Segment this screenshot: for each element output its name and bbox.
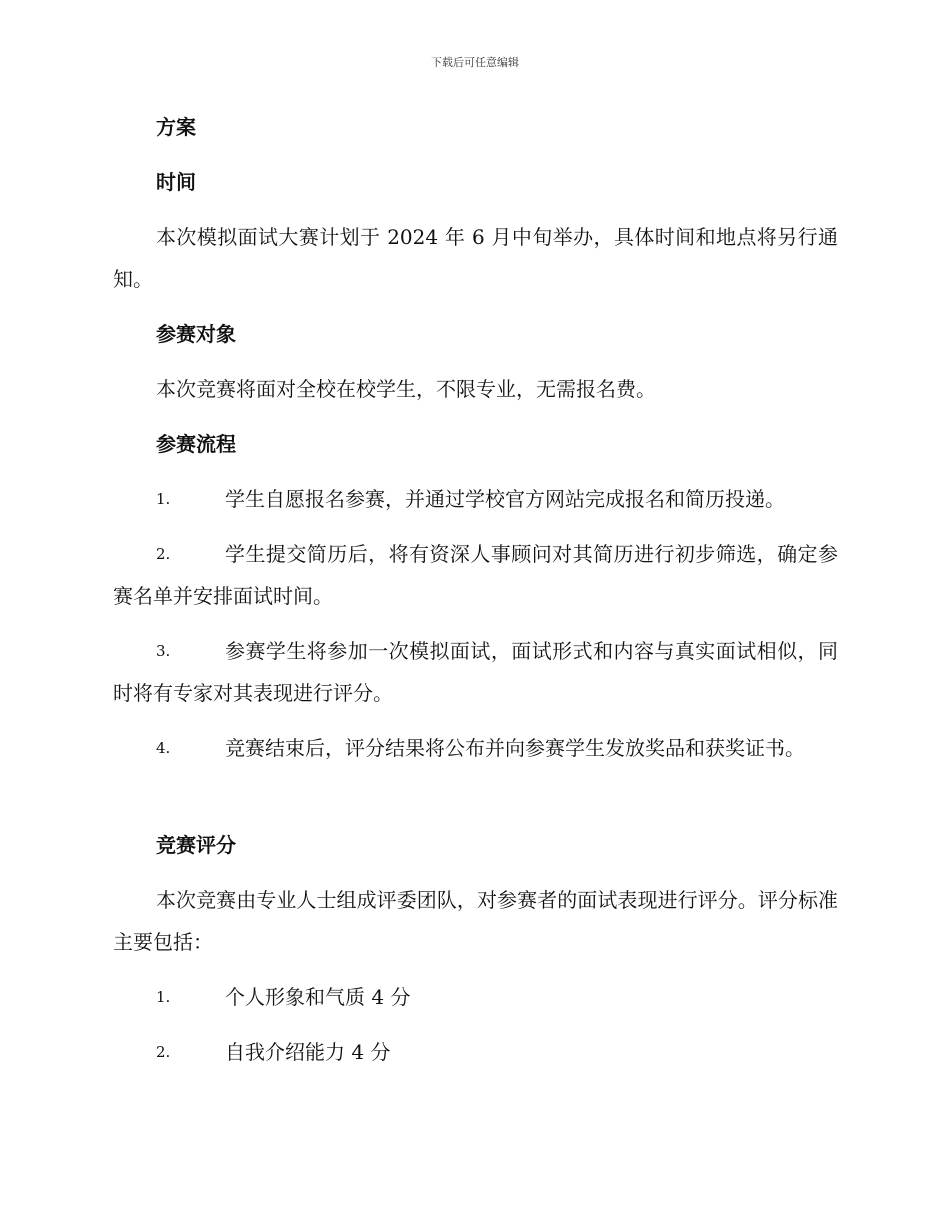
process-item-number: 2. [156, 545, 171, 563]
page-header-note: 下载后可任意编辑 [431, 56, 519, 69]
paragraph-target: 本次竞赛将面对全校在校学生，不限专业，无需报名费。 [156, 377, 656, 401]
scoring-item-number: 2. [156, 1043, 171, 1061]
scoring-item-text: 自我介绍能力 4 分 [225, 1040, 391, 1064]
heading-process: 参赛流程 [156, 432, 236, 456]
scoring-item-text: 个人形象和气质 4 分 [225, 985, 411, 1009]
process-item-text: 竞赛结束后，评分结果将公布并向参赛学生发放奖品和获奖证书。 [225, 736, 805, 760]
scoring-item-number: 1. [156, 988, 171, 1006]
process-item-text: 参赛学生将参加一次模拟面试，面试形式和内容与真实面试相似，同时将有专家对其表现进行评分。 [113, 639, 838, 705]
process-item-number: 1. [156, 490, 171, 508]
heading-plan: 方案 [156, 115, 196, 139]
heading-target: 参赛对象 [156, 322, 236, 346]
process-item-number: 3. [156, 642, 171, 660]
heading-time: 时间 [156, 170, 196, 194]
heading-scoring: 竞赛评分 [156, 833, 236, 857]
paragraph-time: 本次模拟面试大赛计划于 2024 年 6 月中旬举办，具体时间和地点将另行通知。 [113, 225, 838, 291]
paragraph-scoring: 本次竞赛由专业人士组成评委团队，对参赛者的面试表现进行评分。评分标准主要包括： [113, 888, 838, 954]
process-item-text: 学生自愿报名参赛，并通过学校官方网站完成报名和简历投递。 [225, 487, 785, 511]
process-item-number: 4. [156, 739, 171, 757]
process-item-text: 学生提交简历后，将有资深人事顾问对其简历进行初步筛选，确定参赛名单并安排面试时间。 [113, 542, 838, 608]
